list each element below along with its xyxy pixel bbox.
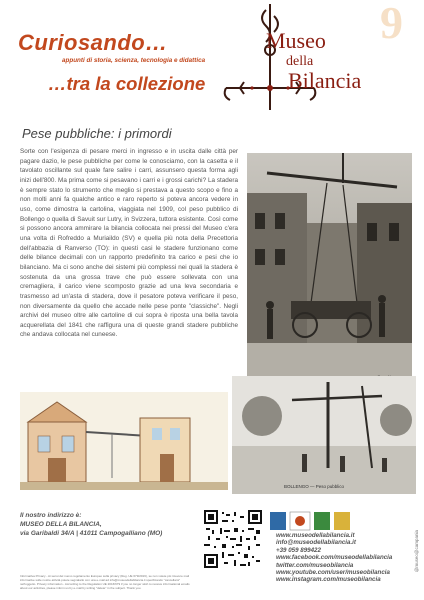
logo-della: della xyxy=(286,54,314,69)
title-tra-la-collezione: …tra la collezione xyxy=(48,73,206,94)
big-number: 9 xyxy=(380,0,403,48)
facebook-link[interactable]: www.facebook.com/museodellabilancia xyxy=(276,554,393,562)
postcard-photo xyxy=(247,153,412,385)
address-street: via Garibaldi 34/A | 41011 Campogalliano (MO) xyxy=(20,530,163,537)
contact-block xyxy=(276,532,392,584)
twitter-link[interactable]: twitter.com/museobilancia xyxy=(276,561,354,569)
illus-right-caption: BOLLENGO — Peso pubblico xyxy=(284,484,345,489)
address-name: MUSEO DELLA BILANCIA, xyxy=(20,521,102,528)
vertical-credit: @museo@campania xyxy=(414,530,419,573)
bollengo-photo xyxy=(232,376,416,494)
watercolor-drawing xyxy=(20,392,228,490)
header xyxy=(0,0,424,112)
sponsor-logos xyxy=(270,510,350,534)
subtitle: appunti di storia, scienza, tecnologia e didattica xyxy=(62,57,206,64)
website-link[interactable]: www.museodellabilancia.it xyxy=(276,532,355,539)
email-link[interactable]: info@museodellabilancia.it xyxy=(276,539,356,547)
phone-number[interactable]: +39 059 899422 xyxy=(276,546,321,554)
body-paragraph: Sorte con l'esigenza di pesare merci in ingresso e in uscita dalle città per pagare dazio, le pese pubbliche per come le conosciamo, con la casetta e il tavolato oscillante sul quale fare salire i carri, assunsero questa forma agli inizi dell'800. Ma prima come si pesavano i carri e i grossi carichi? La stadera è sempre stato lo strumento che meglio si prestava a questo scopo e fino a non molti anni fa qualche antico e raro reperto si poteva ancora vedere in uso, come dimostra la cartolina, viaggiata nel 1909, col peso pubblico di Bollengo o quella di Savuit sur Lutry, in Svizzera, tuttora esistente. Così come si possono ancora ammirare la bilancia collocata nei pressi del Museo c'era una volta di Rofreddo a Muriaildo (SV) e quella più nota della Precettoria dell'abbazia di Ranverso (TO): in questi casi le stadere funzionano come delle bilance decimali con un rapporto predefinito tra carico e pesi che io bilanciano. Ma ci sono anche dei sistemi più complessi nei quali la stadera è sostenuta da una grossa trave che può essere sollevata con una cremagliera, il carico viene scomposto grazie ad una leva secondaria e trasmesso ad un'asta di stadera, dove il pesatore poteva verificare il peso, non diversamente da quello che accade nelle pese ponte "classiche". Negli archivi del museo oltre alle cartoline di cui sopra è riposta una bella tavola acquerellata del 1841 che raffigura una di queste grandi stadere pubbliche che andava collocata nel cuneese. xyxy=(20,148,238,339)
logo-museo: Museo xyxy=(266,28,326,53)
section-title: Pese pubbliche: i primordi xyxy=(22,126,172,141)
address-intro: Il nostro indirizzo è: xyxy=(20,512,82,519)
instagram-link[interactable]: www.instagram.com/museobilancia xyxy=(276,576,381,584)
privacy-note: Informativa Privacy - Ai sensi del nuovo regolamento Europeo sulla privacy (Reg. UE 679/2016), se non volete più ricevere mail informative sulle nostre attività potete segnalarlo con una e-mail ad info@museodellabilancia.it specificando "cancellami" nell'oggetto. Privacy information - According to the Regulation UE 2016/679 if you no longer wish to receive informational emails about our activities, please inform us by e-mail by writing "delete" in the subject. Thank you. xyxy=(20,574,190,590)
youtube-link[interactable]: www.youtube.com/user/museobilancia xyxy=(276,569,390,577)
logo-bilancia: Bilancia xyxy=(288,68,362,93)
qr-code-icon[interactable] xyxy=(204,510,262,568)
title-curiosando: Curiosando… xyxy=(18,30,168,55)
